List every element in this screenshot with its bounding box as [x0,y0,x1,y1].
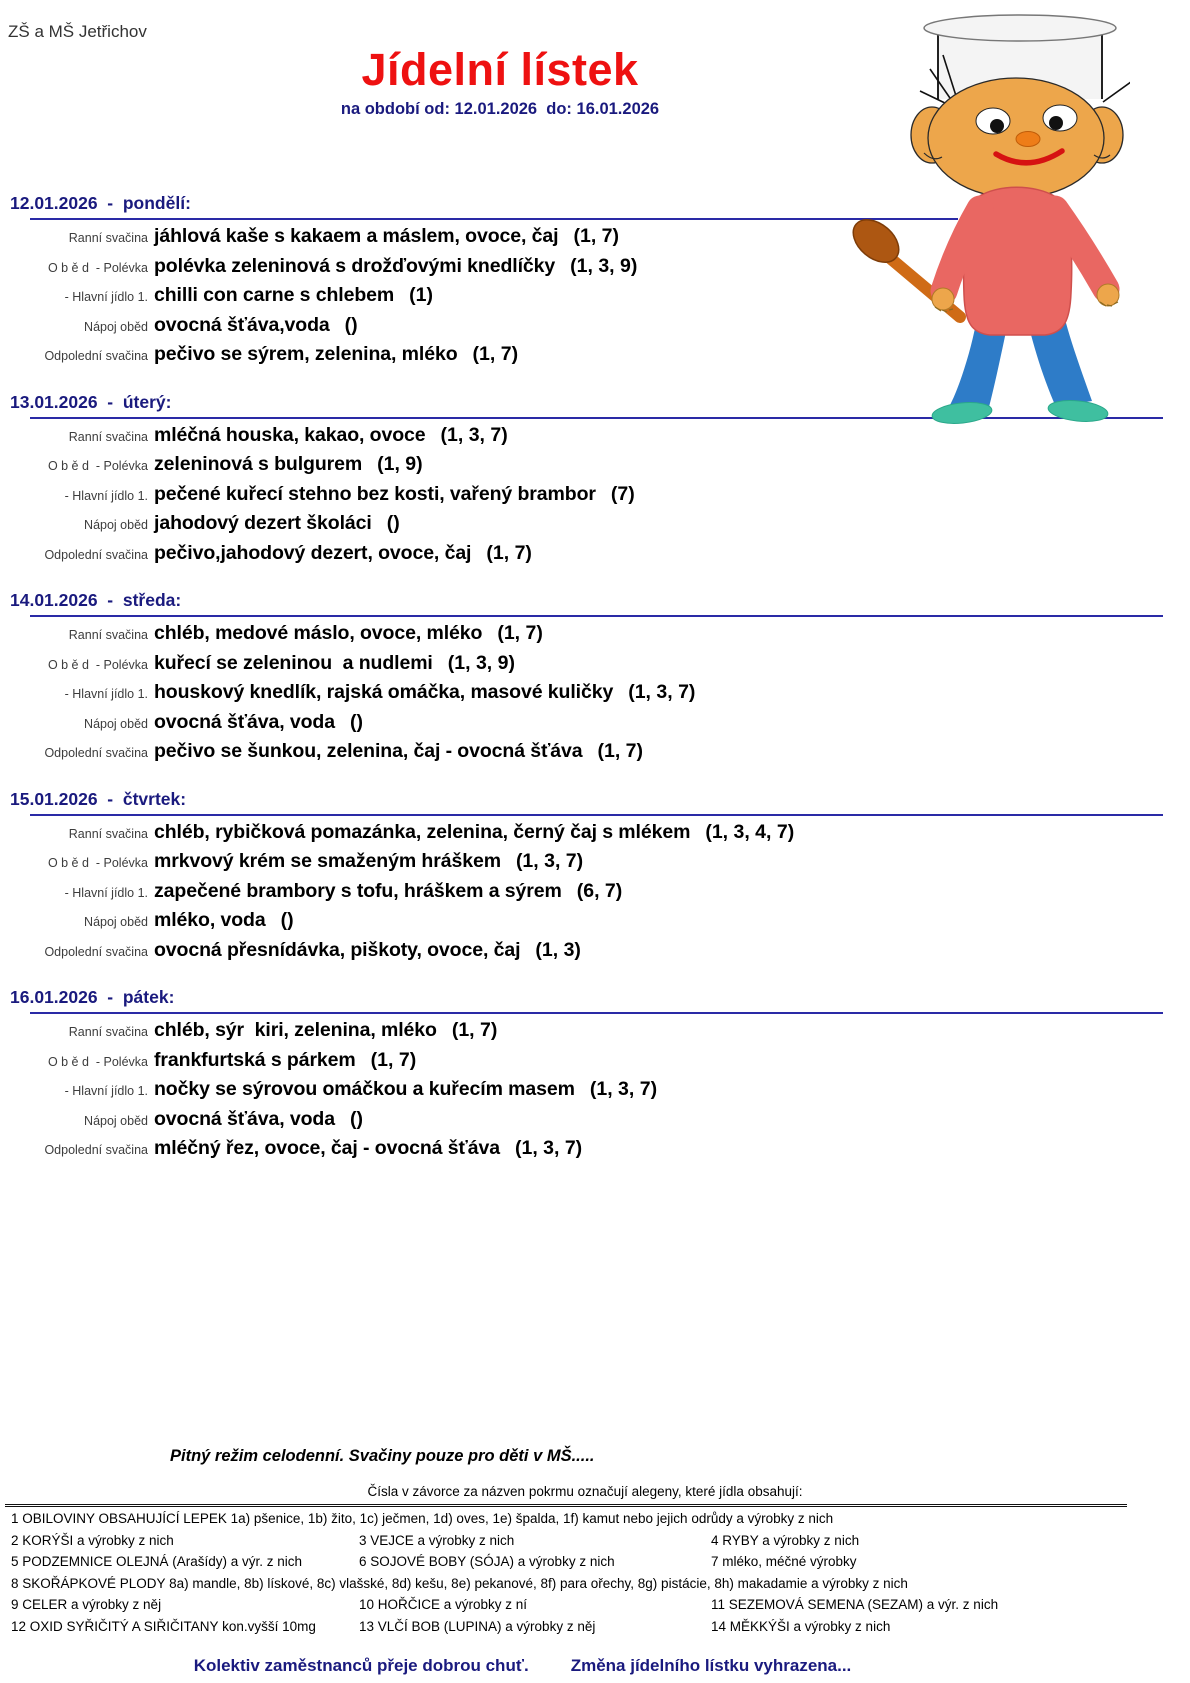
allergen-cell: 1 OBILOVINY OBSAHUJÍCÍ LEPEK 1a) pšenice, 1b) žito, 1c) ječmen, 1d) oves, 1e) špalda, 1f) kamut nebo jejich odrůdy a výrobky z nich [11,1511,834,1526]
meal-allergens: (1, 3, 7) [628,681,696,703]
allergen-row [5,1576,1127,1598]
meal-allergens: (1, 7) [597,740,644,762]
meal-text: ovocná přesnídávka, piškoty, ovoce, čaj [154,938,521,961]
meal-allergens: (1, 3, 4, 7) [705,820,795,843]
allergen-cell: 11 SEZEMOVÁ SEMENA (SEZAM) a výr. z nich [711,1597,999,1612]
meal-allergens: (1, 7) [497,622,543,644]
allergen-cell: 13 VLČÍ BOB (LUPINA) a výrobky z něj [359,1618,596,1634]
allergen-cell: 9 CELER a výrobky z něj [11,1597,162,1612]
chef-boy-with-wooden-spoon-icon [850,5,1130,425]
allergen-cell: 2 KORÝŠI a výrobky z nich [11,1532,174,1548]
day-header: 16.01.2026 - pátek: [10,987,175,1007]
meal-text: mléčná houska, kakao, ovoce [154,423,426,446]
drinking-regime-note: Pitný režim celodenní. Svačiny pouze pro děti v MŠ..... [170,1447,595,1465]
day-divider [30,814,1163,816]
allergen-cell: 8 SKOŘÁPKOVÉ PLODY 8a) mandle, 8b) lískové, 8c) vlašské, 8d) kešu, 8e) pekanové, 8f) para ořechy, 8g) pistácie, 8h) makadamie a výrobky z nich [11,1575,908,1591]
meal-row [0,483,1190,513]
meal-row [0,1137,1190,1167]
meal-label: Odpolední svačina [44,349,148,363]
meal-allergens: (1, 3, 7) [514,1137,583,1159]
meal-text: ovocná šťáva,voda [154,313,330,336]
allergen-row [5,1619,1127,1641]
meal-label: - Hlavní jídlo 1. [64,687,148,701]
allergen-intro-note: Čísla v závorce za názven pokrmu označují alegeny, které jídla obsahují: [367,1484,803,1499]
meal-label: Ranní svačina [68,429,148,444]
meal-label: O b ě d - Polévka [47,459,148,473]
day-divider [30,1012,1163,1014]
day-header: 14.01.2026 - středa: [10,590,182,610]
meal-row [0,1049,1190,1079]
day-section-wednesday [0,590,1190,770]
meal-allergens: (1, 7) [451,1019,498,1041]
allergen-cell: 5 PODZEMNICE OLEJNÁ (Arašídy) a výr. z nich [11,1554,303,1569]
meal-label: Odpolední svačina [44,1143,148,1157]
meal-allergens: (1, 3, 9) [447,651,515,674]
allergen-cell: 10 HOŘČICE a výrobky z ní [359,1597,528,1612]
shoe-icon [931,400,993,425]
meal-text: pečivo,jahodový dezert, ovoce, čaj [154,541,472,564]
meal-text: houskový knedlík, rajská omáčka, masové kuličky [154,681,614,703]
allergen-row [5,1554,1127,1576]
nose-icon [1016,132,1040,147]
meal-text: chléb, medové máslo, ovoce, mléko [154,622,483,644]
allergen-cell: 3 VEJCE a výrobky z nich [359,1532,515,1548]
meal-row [0,453,1190,483]
day-divider [30,615,1163,617]
meal-row [0,512,1190,542]
allergen-cell: 6 SOJOVÉ BOBY (SÓJA) a výrobky z nich [359,1554,615,1569]
day-header: 15.01.2026 - čtvrtek: [10,788,187,809]
meal-allergens: () [349,1107,363,1130]
meal-label: O b ě d - Polévka [47,856,148,870]
day-section-friday [0,987,1190,1167]
meal-text: frankfurtská s párkem [154,1048,356,1071]
meal-allergens: (1, 3, 7) [589,1078,658,1100]
allergen-cell: 12 OXID SYŘIČITÝ A SIŘIČITANY kon.vyšší 10mg [11,1618,316,1634]
meal-text: chilli con carne s chlebem [154,284,395,306]
meal-text: ovocná šťáva, voda [154,1107,335,1130]
footer-wish: Kolektiv zaměstnanců přeje dobrou chuť. [193,1656,529,1675]
meal-text: zeleninová s bulgurem [154,453,363,475]
allergen-row [5,1533,1127,1555]
page-title: Jídelní lístek [361,44,639,95]
meal-row [0,1078,1190,1108]
school-name: ZŠ a MŠ Jetřichov [8,22,147,41]
meal-row [0,821,1190,851]
meal-label: O b ě d - Polévka [47,657,148,672]
allergen-cell: 4 RYBY a výrobky z nich [711,1532,860,1548]
shoe-icon [1047,398,1109,424]
meal-text: kuřecí se zeleninou a nudlemi [154,651,433,674]
meal-text: zapečené brambory s tofu, hráškem a sýrem [154,879,562,902]
meal-text: jahodový dezert školáci [154,512,372,534]
meal-row [0,880,1190,910]
meal-allergens: (1, 7) [486,541,532,564]
allergen-row [5,1511,1127,1533]
meal-allergens: (1, 7) [370,1048,417,1071]
meal-allergens: (6, 7) [576,879,623,902]
meal-allergens: () [344,313,358,336]
meal-row [0,909,1190,939]
meal-row [0,424,1190,454]
meal-label: Nápoj oběd [84,1113,148,1128]
meal-label: Nápoj oběd [84,915,148,929]
allergen-row [5,1597,1127,1619]
meal-allergens: (7) [610,482,635,505]
meal-text: nočky se sýrovou omáčkou a kuřecím masem [154,1078,575,1100]
meal-allergens: () [349,710,363,733]
footer-line [0,1656,1045,1676]
meal-allergens: (1, 9) [377,453,423,475]
allergen-legend-table [5,1504,1127,1640]
meal-label: Nápoj oběd [84,716,148,731]
meal-text: mléko, voda [154,909,266,931]
meal-allergens: (1, 7) [472,343,519,365]
day-section-thursday [0,789,1190,969]
meal-allergens: () [280,909,294,931]
meal-label: Odpolední svačina [44,944,148,959]
meal-label: - Hlavní jídlo 1. [64,1084,148,1098]
meal-label: Nápoj oběd [84,319,148,334]
meal-text: pečené kuřecí stehno bez kosti, vařený brambor [154,482,596,505]
meal-text: pečivo se šunkou, zelenina, čaj - ovocná šťáva [154,740,583,762]
meal-allergens: (1, 3, 7) [515,850,584,872]
meal-label: Ranní svačina [68,231,148,245]
meal-label: Odpolední svačina [44,547,148,562]
meal-row [0,681,1190,711]
meal-label: Nápoj oběd [84,518,148,532]
meal-row [0,1108,1190,1138]
meal-text: chléb, sýr kiri, zelenina, mléko [154,1019,437,1041]
meal-allergens: (1, 7) [573,225,619,247]
allergen-cell: 14 MĚKKÝŠI a výrobky z nich [711,1618,891,1634]
meal-label: Ranní svačina [68,628,148,642]
meal-label: - Hlavní jídlo 1. [64,885,148,900]
meal-label: Ranní svačina [68,1025,148,1039]
meal-text: jáhlová kaše s kakaem a máslem, ovoce, čaj [154,225,559,247]
meal-label: - Hlavní jídlo 1. [64,290,148,304]
meal-allergens: (1, 3) [535,938,581,961]
meal-text: polévka zeleninová s drožďovými knedlíčky [154,254,556,277]
meal-row [0,652,1190,682]
meal-row [0,850,1190,880]
meal-text: mrkvový krém se smaženým hráškem [154,850,501,872]
meal-text: pečivo se sýrem, zelenina, mléko [154,343,458,365]
meal-label: Odpolední svačina [44,746,148,760]
pants-icon [950,323,1092,411]
meal-text: ovocná šťáva, voda [154,710,335,733]
meal-allergens: (1, 3, 7) [440,423,508,446]
meal-row [0,711,1190,741]
meal-allergens: (1, 3, 9) [570,254,638,277]
meal-row [0,939,1190,969]
meal-row [0,542,1190,572]
meal-text: chléb, rybičková pomazánka, zelenina, černý čaj s mlékem [154,820,691,843]
allergen-cell: 7 mléko, méčné výrobky [711,1554,857,1569]
meal-allergens: (1) [409,284,434,306]
meal-label: O b ě d - Polévka [47,260,148,275]
meal-row [0,740,1190,770]
meal-text: mléčný řez, ovoce, čaj - ovocná šťáva [154,1137,500,1159]
meal-allergens: () [386,512,400,534]
day-header: 13.01.2026 - úterý: [10,391,172,412]
meal-label: - Hlavní jídlo 1. [64,488,148,503]
footer-notice: Změna jídelního lístku vyhrazena... [570,1656,852,1675]
meal-row [0,622,1190,652]
meal-label: O b ě d - Polévka [47,1054,148,1069]
day-header: 12.01.2026 - pondělí: [10,193,191,213]
meal-row [0,1019,1190,1049]
meal-label: Ranní svačina [68,826,148,841]
period-subtitle: na období od: 12.01.2026 do: 16.01.2026 [340,100,660,119]
day-divider [30,218,958,220]
